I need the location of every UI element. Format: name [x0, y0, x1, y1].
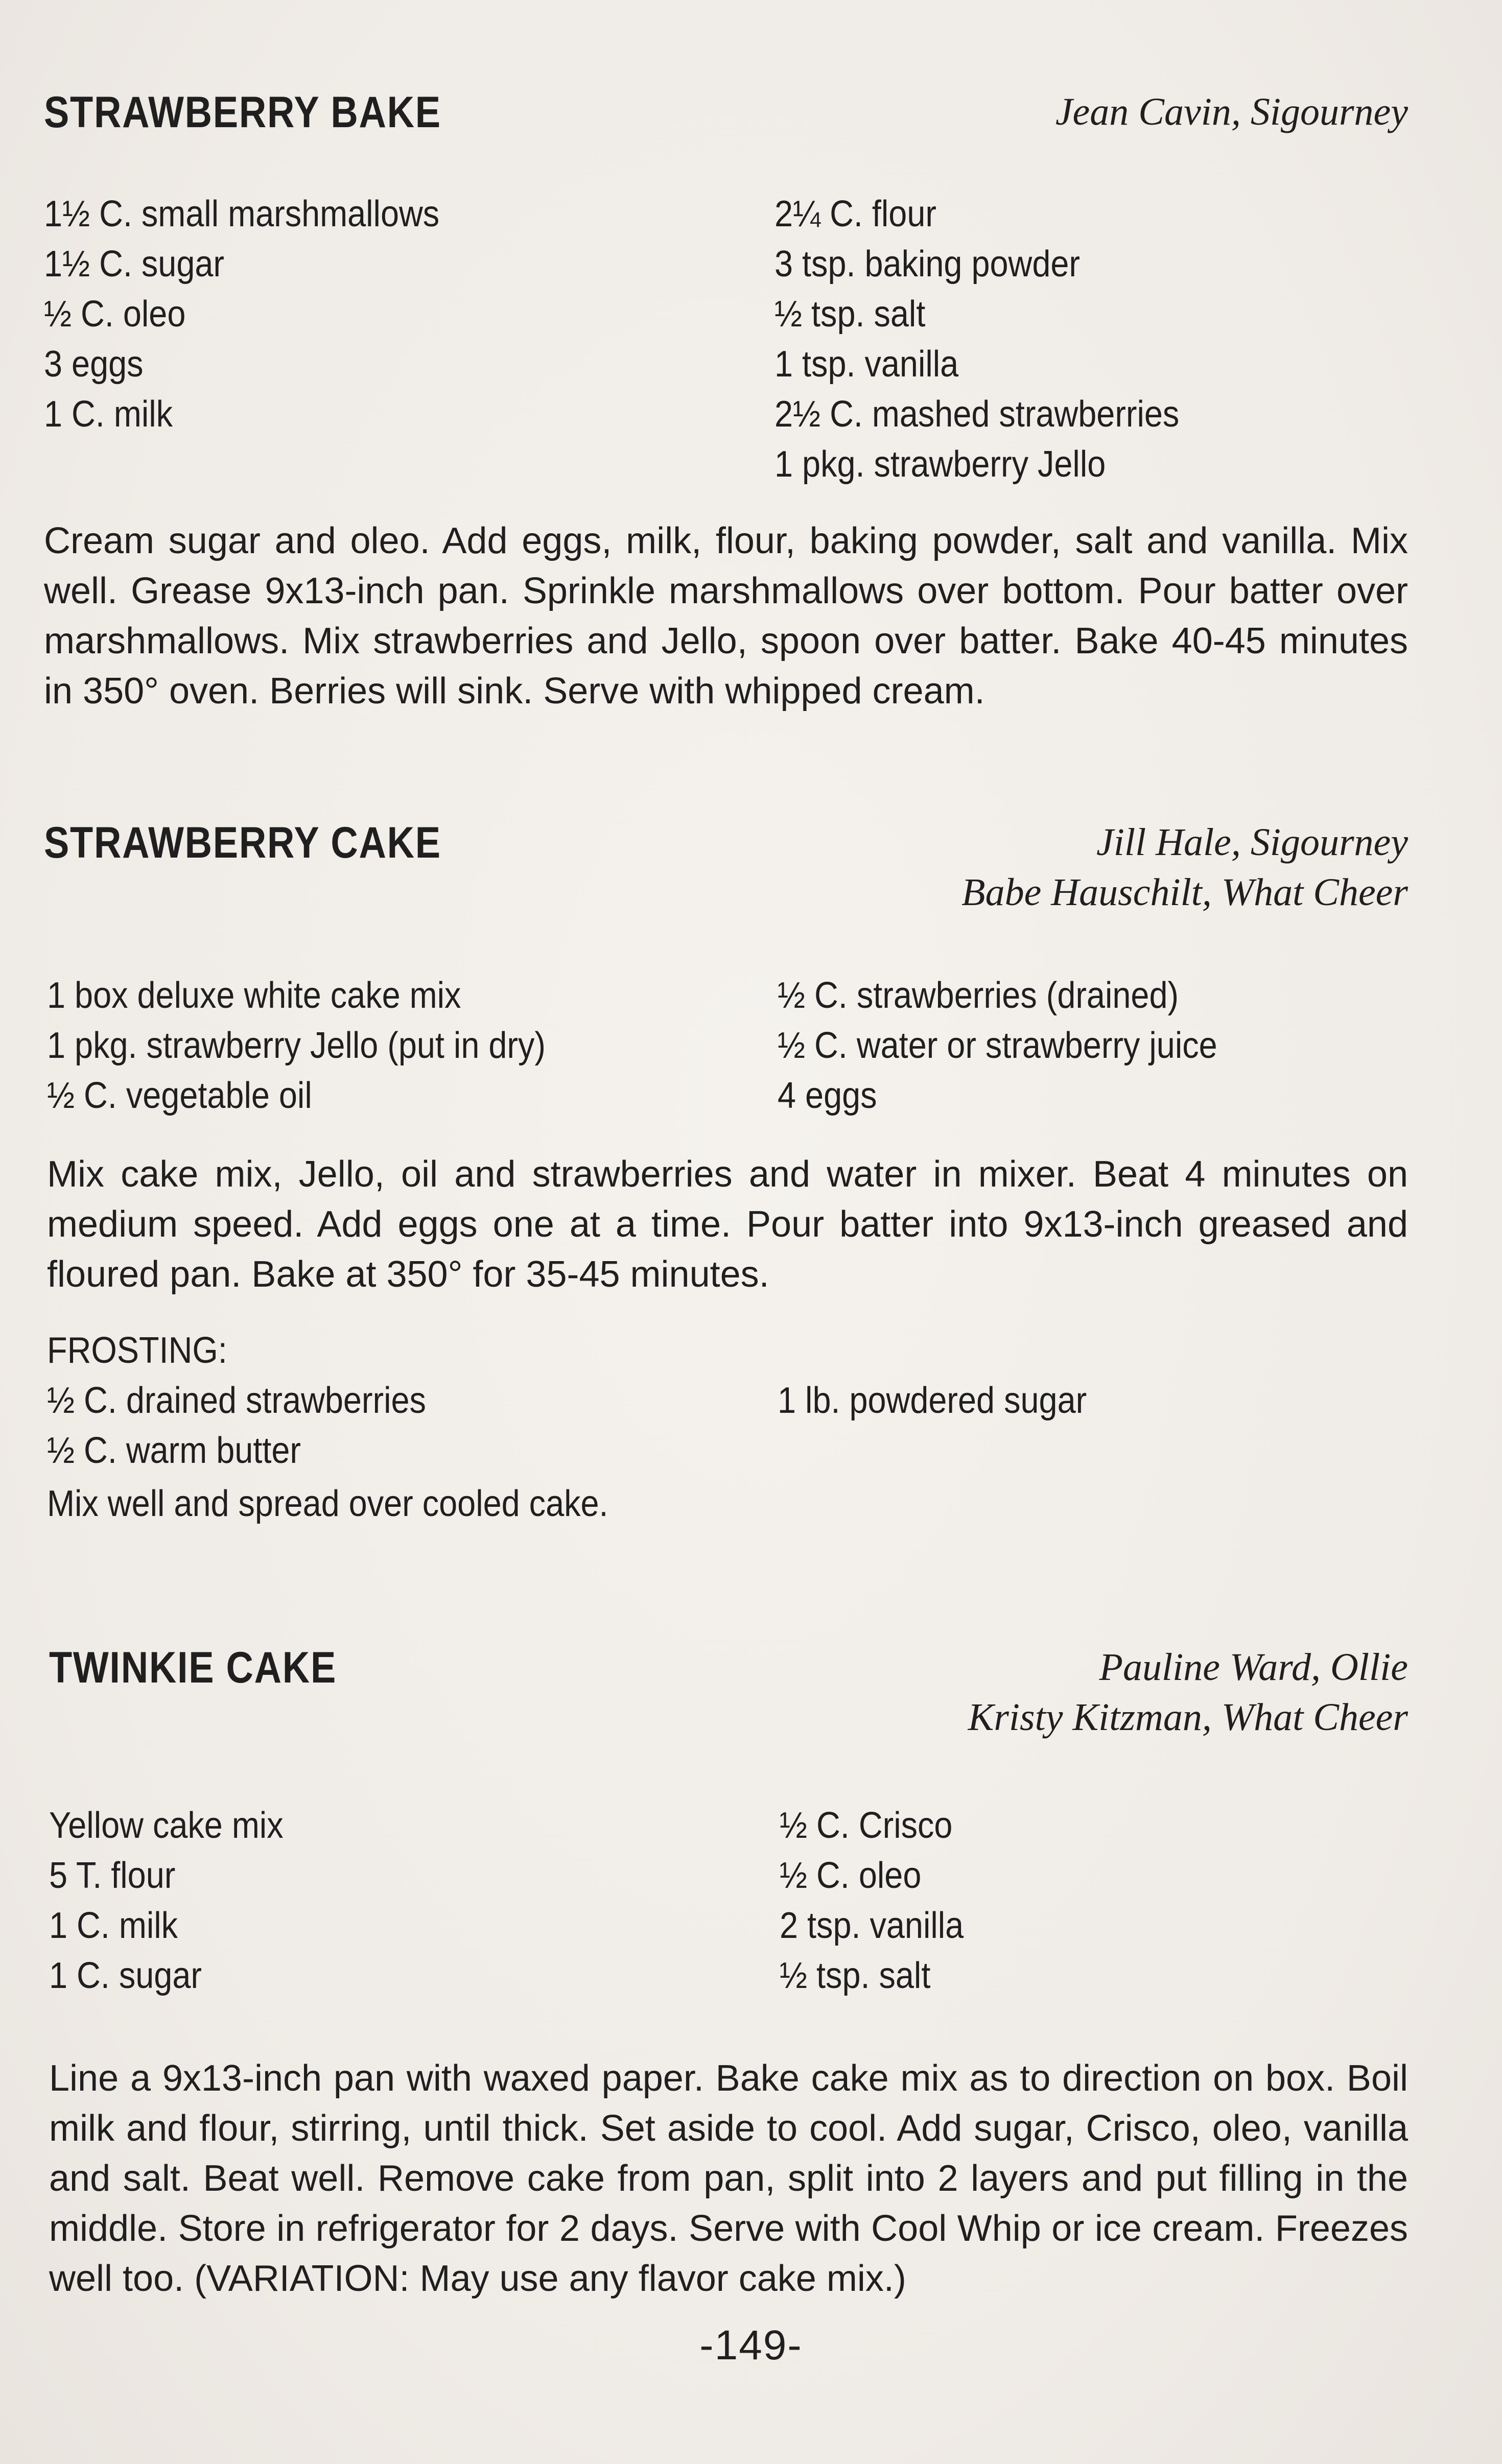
recipe-author: Pauline Ward, Ollie [1099, 1646, 1408, 1689]
recipe-header [44, 1642, 1408, 1739]
ingredient-item: 2 tsp. vanilla [780, 1905, 964, 1946]
recipe-directions: Cream sugar and oleo. Add eggs, milk, flour, baking powder, salt and vanilla. Mix well. Grease 9x13-inch pan. Sprinkle marshmallows over bottom. Pour batter over marshmallows. Mix strawberries and Jello, spoon over batter. Bake 40-45 minutes in 350° oven. Berries will sink. Serve with whipped cream. [44, 520, 1408, 712]
recipe-header [44, 817, 1408, 914]
recipe-title: STRAWBERRY CAKE [44, 818, 441, 867]
recipe-title: STRAWBERRY BAKE [44, 88, 441, 137]
ingredient-item: ½ tsp. salt [780, 1955, 931, 1996]
ingredient-list-right [778, 970, 1217, 1121]
recipe-twinkie-cake [44, 1642, 1408, 2299]
ingredient-item: 1 box deluxe white cake mix [47, 975, 461, 1016]
recipe-author: Babe Hauschilt, What Cheer [961, 871, 1408, 914]
recipe-header [44, 87, 1408, 143]
ingredient-item: 1 C. milk [49, 1905, 178, 1946]
ingredient-item: 1½ C. sugar [44, 244, 224, 285]
ingredient-item: ½ C. vegetable oil [47, 1075, 312, 1116]
ingredient-item: 1 C. milk [44, 394, 173, 435]
recipe-author: Jean Cavin, Sigourney [1055, 90, 1408, 133]
recipe-strawberry-bake [44, 87, 1408, 712]
ingredient-item: ½ C. drained strawberries [47, 1380, 426, 1421]
recipe-author: Jill Hale, Sigourney [1096, 821, 1408, 864]
recipe-directions: Line a 9x13-inch pan with waxed paper. Bake cake mix as to direction on box. Boil milk and flour, stirring, until thick. Set aside to cool. Add sugar, Crisco, oleo, vanilla and salt. Beat well. Remove cake from pan, split into 2 layers and put filling in the middle. Store in refrigerator for 2 days. Serve with Cool Whip or ice cream. Freezes well too. (VARIATION: May use any flavor cake mix.) [49, 2058, 1408, 2299]
ingredient-item: ½ C. water or strawberry juice [778, 1025, 1217, 1066]
ingredient-item: 2½ C. mashed strawberries [775, 394, 1180, 435]
ingredient-list-left [47, 970, 546, 1121]
ingredient-item: Yellow cake mix [49, 1805, 284, 1846]
frosting-list-right [778, 1376, 1087, 1426]
frosting-list-left [47, 1376, 426, 1476]
ingredient-item: 1 tsp. vanilla [775, 344, 959, 385]
ingredient-list-left [44, 189, 439, 439]
ingredient-list-right [780, 1800, 964, 2001]
frosting-directions: Mix well and spread over cooled cake. [47, 1483, 608, 1524]
ingredient-item: 3 eggs [44, 344, 144, 385]
ingredient-item: 4 eggs [778, 1075, 877, 1116]
ingredient-item: 1½ C. small marshmallows [44, 194, 440, 234]
ingredient-item: 2¼ C. flour [775, 194, 936, 234]
ingredient-list-left [49, 1800, 284, 2001]
ingredient-item: 5 T. flour [49, 1855, 176, 1896]
ingredient-item: ½ tsp. salt [775, 294, 926, 335]
ingredient-item: 1 pkg. strawberry Jello [775, 444, 1106, 485]
ingredient-item: ½ C. warm butter [47, 1430, 301, 1471]
ingredient-item: ½ C. Crisco [780, 1805, 953, 1846]
frosting-label: FROSTING: [47, 1330, 227, 1371]
ingredient-item: 1 pkg. strawberry Jello (put in dry) [47, 1025, 546, 1066]
recipe-title: TWINKIE CAKE [49, 1643, 337, 1692]
ingredient-item: 3 tsp. baking powder [775, 244, 1080, 285]
ingredient-item: ½ C. oleo [44, 294, 186, 335]
ingredient-item: 1 lb. powdered sugar [778, 1380, 1087, 1421]
ingredient-item: ½ C. strawberries (drained) [778, 975, 1179, 1016]
ingredient-item: 1 C. sugar [49, 1955, 202, 1996]
ingredient-item: ½ C. oleo [780, 1855, 922, 1896]
ingredient-list-right [775, 189, 1179, 489]
recipe-author: Kristy Kitzman, What Cheer [968, 1696, 1408, 1739]
recipe-directions: Mix cake mix, Jello, oil and strawberries and water in mixer. Beat 4 minutes on medium speed. Add eggs one at a time. Pour batter into 9x13-inch greased and floured pan. Bake at 350° for 35-45 minutes. [47, 1154, 1408, 1295]
page-number: -149- [699, 2322, 803, 2368]
recipe-strawberry-cake [44, 817, 1408, 1524]
